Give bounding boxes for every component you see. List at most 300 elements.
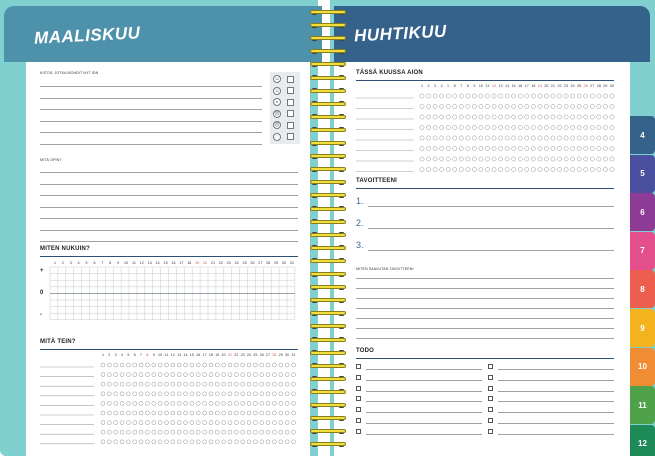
did-circle — [260, 421, 264, 425]
did-circle — [152, 440, 156, 444]
did-circle — [101, 382, 105, 386]
plan-day-label: 12 — [491, 84, 497, 88]
plan-circle — [544, 146, 548, 150]
how-line — [356, 308, 614, 309]
plan-day-label: 11 — [485, 84, 490, 88]
did-circle — [133, 411, 137, 415]
did-circle — [215, 421, 219, 425]
sleep-day-label: 29 — [274, 261, 279, 265]
plan-circle — [466, 157, 470, 161]
plan-circle — [472, 136, 476, 140]
did-circle — [272, 373, 276, 377]
plan-circle — [577, 94, 581, 98]
plan-circle — [564, 167, 568, 171]
did-circle — [133, 440, 137, 444]
sleep-day-label: 26 — [250, 261, 255, 265]
goal-number: 1. — [356, 196, 364, 206]
did-circle — [145, 411, 149, 415]
plan-circle — [577, 125, 581, 129]
spiral-ring — [310, 128, 346, 132]
plan-circle — [610, 94, 614, 98]
did-circle — [120, 440, 124, 444]
tab-label: 9 — [640, 323, 645, 333]
todo-checkbox[interactable] — [488, 407, 493, 412]
did-circle — [215, 382, 219, 386]
plan-circle — [531, 136, 535, 140]
plan-circle — [499, 167, 503, 171]
plan-circle — [440, 157, 444, 161]
plan-circle — [571, 115, 575, 119]
did-circle — [260, 440, 264, 444]
did-circle — [209, 392, 213, 396]
todo-line — [366, 380, 482, 381]
plan-circle — [518, 136, 522, 140]
did-circle — [266, 363, 270, 367]
plan-circle — [420, 115, 424, 119]
did-circle — [234, 363, 238, 367]
did-circle — [279, 401, 283, 405]
did-circle — [158, 401, 162, 405]
did-circle — [228, 401, 232, 405]
did-circle — [292, 430, 296, 434]
spiral-ring — [310, 442, 346, 446]
did-circle — [126, 411, 130, 415]
plan-day-label: 25 — [577, 84, 582, 88]
mood-face-icon: ☺ — [274, 87, 280, 94]
plan-circle — [544, 115, 548, 119]
tab-month-11[interactable] — [630, 386, 655, 424]
did-circle — [247, 392, 251, 396]
did-circle — [292, 411, 296, 415]
did-circle — [253, 392, 257, 396]
plan-circle — [505, 125, 509, 129]
plan-circle — [564, 146, 568, 150]
did-circle — [222, 430, 226, 434]
sleep-day-label: 3 — [69, 261, 72, 265]
plan-circle — [557, 136, 561, 140]
plan-circle — [584, 146, 588, 150]
plan-circle — [577, 157, 581, 161]
mood-face-icon: ☹ — [274, 122, 280, 128]
plan-circle — [479, 167, 483, 171]
did-day-label: 30 — [285, 353, 290, 357]
spiral-ring — [310, 429, 346, 433]
spiral-ring — [310, 180, 346, 184]
todo-checkbox[interactable] — [488, 396, 493, 401]
right-month-title: HUHTIKUU — [353, 21, 448, 46]
tab-month-8[interactable] — [630, 270, 655, 308]
did-circle — [171, 421, 175, 425]
tab-label: 7 — [640, 246, 645, 256]
did-circle — [171, 392, 175, 396]
how-line — [356, 338, 614, 339]
plan-circle — [525, 125, 529, 129]
plan-circle — [485, 115, 489, 119]
plan-circle — [603, 115, 607, 119]
plan-circle — [492, 136, 496, 140]
plan-circle — [499, 94, 503, 98]
tab-month-5[interactable] — [630, 155, 655, 193]
sleep-axis-label: - — [40, 312, 43, 318]
did-circle — [177, 363, 181, 367]
plan-circle — [472, 167, 476, 171]
plan-circle — [499, 136, 503, 140]
did-circle — [114, 430, 118, 434]
todo-checkbox[interactable] — [488, 386, 493, 391]
did-circle — [184, 401, 188, 405]
plan-circle — [531, 115, 535, 119]
did-circle — [228, 363, 232, 367]
did-circle-grid — [26, 62, 310, 456]
did-circle — [107, 382, 111, 386]
plan-circle — [446, 167, 450, 171]
plan-day-label: 22 — [557, 84, 562, 88]
plan-circle — [590, 104, 594, 108]
spiral-ring — [310, 403, 346, 407]
plan-circle — [485, 136, 489, 140]
todo-line — [366, 412, 482, 413]
todo-checkbox[interactable] — [488, 418, 493, 423]
did-circle — [266, 392, 270, 396]
sleep-day-label: 16 — [171, 261, 176, 265]
plan-circle — [426, 125, 430, 129]
plan-circle — [453, 146, 457, 150]
plan-day-label: 30 — [609, 84, 615, 88]
plan-circle — [564, 125, 568, 129]
plan-circle — [551, 115, 555, 119]
plan-circle — [466, 115, 470, 119]
did-circle — [209, 382, 213, 386]
how-heading: MITEN SAAVUTAN TAVOITTEENI — [356, 267, 414, 271]
plan-day-label: 3 — [434, 84, 437, 88]
todo-checkbox[interactable] — [356, 396, 361, 401]
todo-checkbox[interactable] — [356, 429, 361, 434]
todo-line — [498, 391, 614, 392]
plan-circle — [597, 136, 601, 140]
did-circle — [165, 382, 169, 386]
did-circle — [120, 363, 124, 367]
goals-heading: TAVOITTEENI — [356, 178, 397, 184]
plan-circle — [590, 125, 594, 129]
plan-day-label: 1 — [420, 84, 424, 88]
sleep-day-label: 11 — [132, 261, 136, 265]
plan-circle — [577, 136, 581, 140]
did-circle — [260, 382, 264, 386]
plan-circle — [603, 136, 607, 140]
plan-circle — [610, 115, 614, 119]
plan-day-label: 13 — [498, 84, 503, 88]
sleep-day-label: 10 — [123, 261, 129, 265]
did-day-label: 13 — [177, 353, 182, 357]
did-circle — [196, 421, 200, 425]
did-circle — [165, 373, 169, 377]
plan-circle — [577, 104, 581, 108]
plan-circle — [518, 115, 522, 119]
plan-circle — [472, 146, 476, 150]
plan-day-label: 8 — [466, 84, 469, 88]
did-circle — [101, 401, 105, 405]
did-circle — [285, 382, 289, 386]
did-circle — [107, 411, 111, 415]
did-circle — [139, 401, 143, 405]
did-circle — [171, 382, 175, 386]
gratitude-heading: KIITOS, JOTKA MOHDIT NYT IDN — [40, 71, 99, 75]
did-circle — [279, 411, 283, 415]
did-circle — [279, 430, 283, 434]
tab-month-9[interactable] — [630, 309, 655, 347]
did-circle — [114, 411, 118, 415]
goal-number: 2. — [356, 218, 364, 228]
plan-circle — [440, 167, 444, 171]
plan-day-label: 23 — [563, 84, 569, 88]
plan-circle — [512, 94, 516, 98]
todo-checkbox[interactable] — [356, 418, 361, 423]
plan-circle — [453, 136, 457, 140]
did-circle — [145, 363, 149, 367]
tab-month-12[interactable] — [630, 425, 655, 456]
did-circle — [266, 382, 270, 386]
spiral-ring — [310, 49, 346, 53]
plan-circle — [426, 146, 430, 150]
did-circle — [133, 430, 137, 434]
did-circle — [292, 382, 296, 386]
plan-circle — [610, 167, 614, 171]
did-circle — [241, 373, 245, 377]
did-day-label: 16 — [196, 353, 201, 357]
did-circle — [190, 373, 194, 377]
plan-circle — [525, 115, 529, 119]
todo-checkbox[interactable] — [356, 386, 361, 391]
plan-circle — [426, 94, 430, 98]
plan-circle — [499, 125, 503, 129]
right-page — [334, 62, 630, 456]
plan-circle — [446, 115, 450, 119]
tab-month-6[interactable] — [630, 193, 655, 231]
todo-checkbox[interactable] — [488, 429, 493, 434]
sleep-day-label: 19 — [195, 261, 200, 265]
tab-month-10[interactable] — [630, 348, 655, 386]
did-circle — [139, 421, 143, 425]
spiral-ring — [310, 351, 346, 355]
did-circle — [228, 382, 232, 386]
did-circle — [222, 411, 226, 415]
plan-circle — [505, 94, 509, 98]
did-circle — [266, 440, 270, 444]
plan-circle — [459, 157, 463, 161]
did-circle — [126, 392, 130, 396]
did-circle — [158, 430, 162, 434]
goal-line — [368, 228, 614, 229]
sleep-day-label: 24 — [234, 261, 239, 265]
did-circle — [253, 430, 257, 434]
plan-circle — [571, 94, 575, 98]
plan-circle — [512, 146, 516, 150]
plan-day-label: 7 — [460, 84, 463, 88]
did-circle — [279, 421, 283, 425]
todo-checkbox[interactable] — [488, 375, 493, 380]
did-circle — [285, 363, 289, 367]
sleep-day-label: 30 — [281, 261, 287, 265]
did-circle — [222, 440, 226, 444]
plan-circle — [512, 157, 516, 161]
sleep-day-label: 6 — [93, 261, 96, 265]
did-circle — [215, 373, 219, 377]
did-circle — [165, 411, 169, 415]
todo-checkbox[interactable] — [356, 364, 361, 369]
did-circle — [292, 392, 296, 396]
plan-day-label: 6 — [453, 84, 456, 88]
plan-circle — [584, 104, 588, 108]
did-circle — [139, 373, 143, 377]
did-circle — [145, 373, 149, 377]
todo-line — [498, 401, 614, 402]
did-circle — [203, 411, 207, 415]
plan-circle — [453, 167, 457, 171]
plan-circle — [466, 125, 470, 129]
plan-day-label: 5 — [447, 84, 450, 88]
plan-circle — [590, 157, 594, 161]
plan-circle — [584, 125, 588, 129]
plan-circle — [597, 104, 601, 108]
spiral-ring — [310, 259, 346, 263]
did-circle — [253, 421, 257, 425]
plan-circle — [512, 104, 516, 108]
did-circle — [133, 401, 137, 405]
did-circle — [285, 401, 289, 405]
plan-circle — [453, 115, 457, 119]
plan-circle — [597, 94, 601, 98]
did-circle — [247, 430, 251, 434]
how-line — [356, 298, 614, 299]
spiral-ring — [310, 338, 346, 342]
did-circle — [184, 392, 188, 396]
learned-heading: MITÄ OPIN? — [40, 158, 62, 162]
did-circle — [152, 401, 156, 405]
did-circle — [260, 401, 264, 405]
did-circle — [152, 373, 156, 377]
todo-checkbox[interactable] — [356, 407, 361, 412]
plan-circle — [459, 94, 463, 98]
plan-circle — [538, 104, 542, 108]
spiral-ring — [310, 167, 346, 171]
plan-circle — [610, 136, 614, 140]
plan-circle — [518, 157, 522, 161]
plan-circle — [531, 157, 535, 161]
plan-day-label: 2 — [427, 84, 430, 88]
plan-circle — [492, 115, 496, 119]
sleep-day-label: 12 — [139, 261, 144, 265]
plan-circle — [440, 94, 444, 98]
did-circle — [241, 392, 245, 396]
did-circle — [133, 382, 137, 386]
spiral-ring — [310, 207, 346, 211]
plan-circle — [603, 125, 607, 129]
spiral-ring — [310, 10, 346, 14]
plan-circle — [525, 157, 529, 161]
plan-circle — [512, 167, 516, 171]
did-circle — [101, 411, 105, 415]
did-circle — [260, 430, 264, 434]
right-month-header — [334, 6, 650, 62]
did-circle — [292, 421, 296, 425]
plan-circle — [453, 94, 457, 98]
did-circle — [253, 401, 257, 405]
plan-circle — [472, 125, 476, 129]
did-circle — [190, 411, 194, 415]
plan-circle — [564, 94, 568, 98]
did-circle — [203, 430, 207, 434]
todo-checkbox[interactable] — [356, 375, 361, 380]
did-circle — [209, 430, 213, 434]
did-circle — [272, 363, 276, 367]
did-circle — [177, 373, 181, 377]
did-circle — [107, 363, 111, 367]
left-month-header — [4, 6, 322, 62]
tab-month-4[interactable] — [630, 116, 655, 154]
did-circle — [272, 382, 276, 386]
plan-circle — [590, 146, 594, 150]
did-circle — [139, 382, 143, 386]
did-circle — [177, 440, 181, 444]
did-circle — [145, 430, 149, 434]
plan-circle — [459, 125, 463, 129]
did-circle — [126, 373, 130, 377]
plan-circle — [610, 104, 614, 108]
did-heading: MITÄ TEIN? — [40, 339, 76, 345]
plan-circle — [433, 104, 437, 108]
did-circle — [209, 421, 213, 425]
plan-circle — [551, 94, 555, 98]
plan-circle — [466, 167, 470, 171]
spiral-ring — [310, 298, 346, 302]
did-circle — [222, 373, 226, 377]
did-circle — [177, 430, 181, 434]
did-circle — [101, 421, 105, 425]
plan-day-label: 19 — [537, 84, 542, 88]
did-circle — [253, 440, 257, 444]
did-circle — [247, 421, 251, 425]
did-circle — [196, 440, 200, 444]
did-circle — [279, 382, 283, 386]
plan-circle — [571, 167, 575, 171]
how-line — [356, 328, 614, 329]
did-circle — [272, 440, 276, 444]
did-circle — [152, 430, 156, 434]
did-circle — [196, 430, 200, 434]
did-circle — [107, 421, 111, 425]
todo-checkbox[interactable] — [488, 364, 493, 369]
plan-circle — [597, 115, 601, 119]
sleep-day-label: 4 — [77, 261, 80, 265]
did-circle — [145, 440, 149, 444]
plan-day-label: 20 — [544, 84, 549, 88]
sleep-day-label: 5 — [85, 261, 88, 265]
did-circle — [120, 373, 124, 377]
mood-face-icon: ◌ — [273, 133, 281, 141]
did-circle — [139, 440, 143, 444]
plan-circle — [531, 125, 535, 129]
did-circle — [234, 440, 238, 444]
did-circle — [196, 411, 200, 415]
plan-circle — [544, 94, 548, 98]
plan-circle — [446, 157, 450, 161]
plan-circle — [499, 104, 503, 108]
sleep-day-label: 14 — [155, 261, 160, 265]
tab-month-7[interactable] — [630, 232, 655, 270]
spiral-ring — [310, 36, 346, 40]
did-day-label: 7 — [140, 353, 143, 357]
plan-circle — [433, 157, 437, 161]
